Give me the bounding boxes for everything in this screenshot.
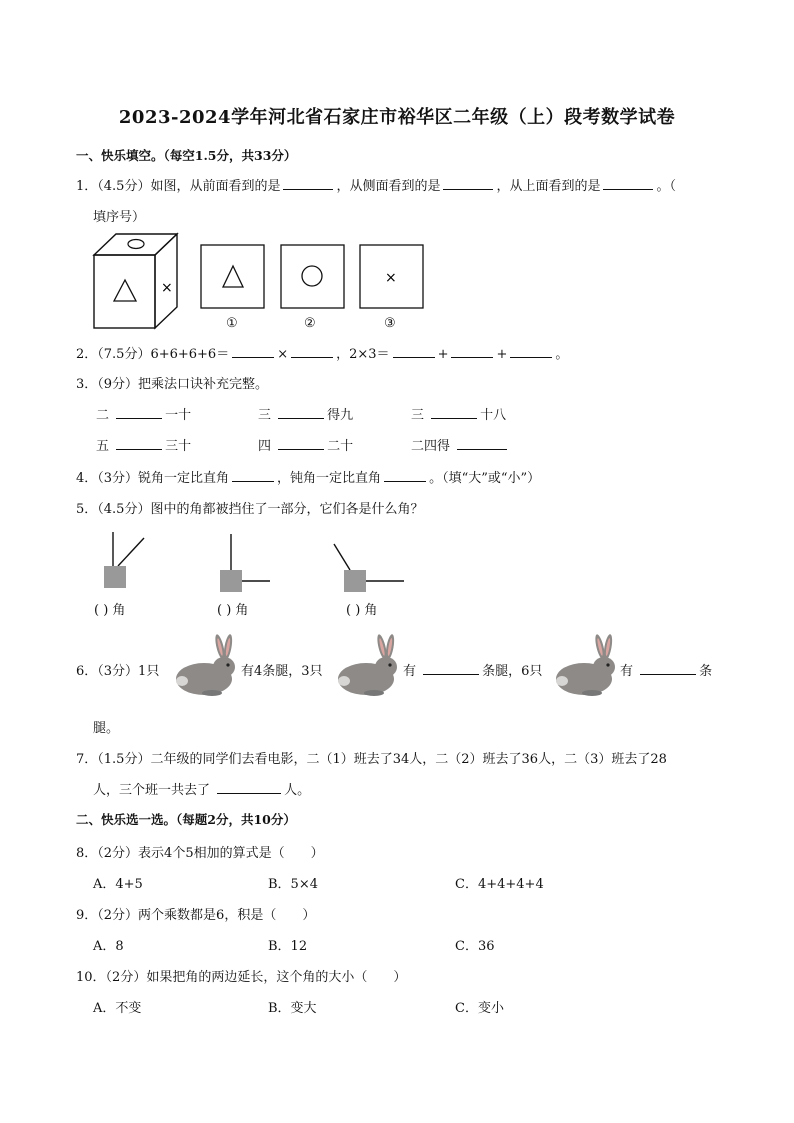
q2-text-f: 。 <box>555 347 569 362</box>
angle-figure-2 <box>216 532 274 594</box>
rabbit-image <box>334 633 402 699</box>
cube-side-mark: × <box>161 280 173 296</box>
q3-item-post: 二十 <box>327 439 354 454</box>
cube-figure <box>92 232 188 330</box>
q1-text-b: ，从侧面看到的是 <box>336 179 441 194</box>
answer-blank[interactable] <box>603 177 653 190</box>
view-label-1: ① <box>226 316 238 331</box>
view-label-2: ② <box>304 316 316 331</box>
q6-text-d: 条腿，6只 <box>482 664 543 679</box>
q2-text-e: + <box>496 347 508 362</box>
angle-figure-1 <box>100 530 150 592</box>
question-3: 3．（9分）把乘法口诀补充完整。 <box>76 377 269 392</box>
q3-item-pre: 二 <box>96 408 110 423</box>
q6-text-ef <box>620 660 712 679</box>
question-8: 8．（2分）表示4个5相加的算式是（ ） <box>76 846 324 861</box>
section-heading-2: 二、快乐选一选。（每题2分，共10分） <box>76 812 296 827</box>
q6-line2: 腿。 <box>93 721 120 736</box>
q1-line2: 填序号） <box>93 210 146 225</box>
answer-blank[interactable] <box>116 437 162 450</box>
q1-text-c: ，从上面看到的是 <box>496 179 601 194</box>
q6-text-f: 条 <box>699 664 713 679</box>
rabbit-image <box>552 633 620 699</box>
q6-text-cd <box>403 660 542 679</box>
page-title: 2023-2024学年河北省石家庄市裕华区二年级（上）段考数学试卷 <box>118 107 676 128</box>
section-heading-1: 一、快乐填空。（每空1.5分，共33分） <box>76 148 297 163</box>
option-a[interactable]: A．不变 <box>93 1001 142 1016</box>
question-1 <box>76 175 676 194</box>
q3-item-4 <box>96 435 191 454</box>
q3-item-1 <box>96 404 191 423</box>
q3-item-post: 三十 <box>165 439 192 454</box>
view-2-circle <box>280 244 346 310</box>
option-a[interactable]: A．8 <box>93 939 124 954</box>
angle-label-2: ( ) 角 <box>217 603 249 618</box>
angle-label-3: ( ) 角 <box>346 603 378 618</box>
question-9: 9．（2分）两个乘数都是6，积是（ ） <box>76 908 316 923</box>
view-3-cross <box>359 244 425 310</box>
q3-item-post: 十八 <box>480 408 507 423</box>
q6-text-a: 6．（3分）1只 <box>76 664 160 679</box>
q3-item-pre: 三 <box>258 408 272 423</box>
option-c[interactable]: C．4+4+4+4 <box>455 877 544 892</box>
q3-item-pre: 五 <box>96 439 110 454</box>
option-a[interactable]: A．4+5 <box>93 877 143 892</box>
q3-item-2 <box>258 404 353 423</box>
q6-text-c: 有 <box>403 664 417 679</box>
question-5: 5．（4.5分）图中的角都被挡住了一部分，它们各是什么角？ <box>76 502 424 517</box>
answer-blank[interactable] <box>423 662 479 675</box>
q6-text-e: 有 <box>620 664 634 679</box>
view-label-3: ③ <box>384 316 396 331</box>
option-b[interactable]: B．5×4 <box>268 877 318 892</box>
q4-text-a: 4．（3分）锐角一定比直角 <box>76 471 230 486</box>
q7-text-a: 人，三个班一共去了 <box>93 783 211 798</box>
answer-blank[interactable] <box>431 406 477 419</box>
q2-text-b: × <box>277 347 289 362</box>
option-c[interactable]: C．36 <box>455 939 495 954</box>
answer-blank[interactable] <box>457 437 507 450</box>
q2-text-a: 2．（7.5分）6+6+6+6＝ <box>76 347 230 362</box>
answer-blank[interactable] <box>232 345 274 358</box>
answer-blank[interactable] <box>510 345 552 358</box>
q3-item-pre: 四 <box>258 439 272 454</box>
question-7: 7．（1.5分）二年级的同学们去看电影，二（1）班去了34人，二（2）班去了36人，二（3）班去了28 <box>76 752 667 767</box>
q7-line2 <box>93 779 310 798</box>
answer-blank[interactable] <box>443 177 493 190</box>
question-10: 10．（2分）如果把角的两边延长，这个角的大小（ ） <box>76 970 407 985</box>
angle-figure-3 <box>330 540 408 596</box>
option-c[interactable]: C．变小 <box>455 1001 504 1016</box>
answer-blank[interactable] <box>640 662 696 675</box>
answer-blank[interactable] <box>278 437 324 450</box>
q4-text-c: 。（填“大”或“小”） <box>429 471 541 486</box>
q3-item-6 <box>411 435 510 454</box>
q2-text-c: ，2×3＝ <box>336 347 390 362</box>
view-3-mark: × <box>385 270 397 286</box>
answer-blank[interactable] <box>116 406 162 419</box>
q6-text-b: 有4条腿，3只 <box>241 664 323 679</box>
option-b[interactable]: B．12 <box>268 939 308 954</box>
option-b[interactable]: B．变大 <box>268 1001 317 1016</box>
q1-text-a: 1．（4.5分）如图，从前面看到的是 <box>76 179 281 194</box>
q3-item-pre: 三 <box>411 408 425 423</box>
q3-item-post: 得九 <box>327 408 354 423</box>
q2-text-d: + <box>437 347 449 362</box>
answer-blank[interactable] <box>384 469 426 482</box>
answer-blank[interactable] <box>393 345 435 358</box>
q3-item-3 <box>411 404 506 423</box>
rabbit-image <box>172 633 240 699</box>
answer-blank[interactable] <box>451 345 493 358</box>
q3-item-5 <box>258 435 353 454</box>
q3-item-post: 一十 <box>165 408 192 423</box>
q1-text-d: 。（ <box>656 179 676 194</box>
question-4 <box>76 467 540 486</box>
answer-blank[interactable] <box>232 469 274 482</box>
q4-text-b: ，钝角一定比直角 <box>277 471 382 486</box>
q3-item-pre: 二四得 <box>411 439 451 454</box>
answer-blank[interactable] <box>283 177 333 190</box>
question-2 <box>76 343 568 362</box>
angle-label-1: ( ) 角 <box>94 603 126 618</box>
answer-blank[interactable] <box>278 406 324 419</box>
q7-text-b: 人。 <box>284 783 311 798</box>
view-1-triangle <box>200 244 266 310</box>
answer-blank[interactable] <box>291 345 333 358</box>
answer-blank[interactable] <box>217 781 281 794</box>
